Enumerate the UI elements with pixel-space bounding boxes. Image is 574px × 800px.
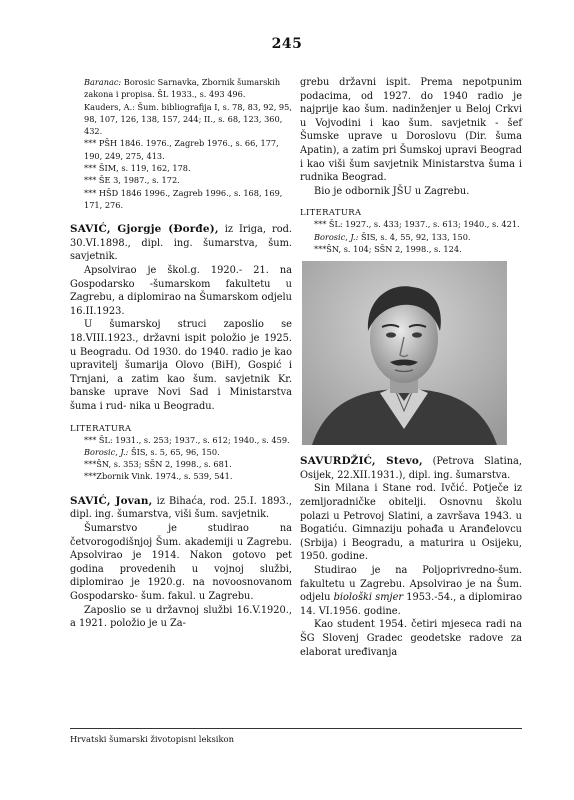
right-column — [300, 76, 522, 659]
portrait-image — [302, 261, 507, 445]
reference-line: *** ŠL: 1927., s. 433; 1937., s. 613; 1940., s. 421. — [314, 219, 520, 230]
reference-line: *** ŠE 3, 1987., s. 172. — [84, 175, 180, 186]
footer-title: Hrvatski šumarski životopisni leksikon — [70, 734, 234, 744]
reference-line: ***Zbornik Vink. 1974., s. 539, 541. — [84, 471, 233, 482]
entry-heading: SAVURDŽIĆ, Stevo, (Petrova Slatina, Osijek, 22.XII.1931.), dipl. ing. šumarstva. — [300, 455, 522, 481]
page-number: 245 — [271, 36, 303, 52]
entry-paragraph: Šumarstvo je studirao na četvorogodišnjoj Šum. akademiji u Zagrebu. Apsolvirao je 1914. Nakon gotovo pet godina provedenih u vojnoj službi, diplomirao je 1920.g. na novoosnovanom Gospodarsko- šum. fakul. u Zagrebu. — [70, 522, 292, 602]
left-column — [70, 76, 292, 631]
entry-heading: SAVIĆ, Jovan, iz Bihaća, rod. 25.I. 1893., dipl. ing. šumarstva, viši šum. savjetnik. — [70, 494, 292, 521]
entry-heading: SAVIĆ, Gjorgje (Đorđe), iz Iriga, rod. 30.VI.1898., dipl. ing. šumarstva, šum. savjetnik. — [70, 223, 292, 263]
reference-line: ***ŠN, s. 104; SŠN 2, 1998., s. 124. — [314, 243, 462, 254]
entry-savic-jovan — [70, 495, 292, 631]
footer-divider — [70, 728, 522, 729]
entry-paragraph: Kao student 1954. četiri mjeseca radi na ŠG Slovenj Gradec geodetske radove za elaborat uređivanja — [300, 619, 522, 658]
reference-line: Baranac: Borosic Sarnavka, Zbornik šumarskih zakona i propisa. ŠL 1933., s. 493 496. — [84, 77, 281, 100]
reference-line: Kauders, A.: Šum. bibliografija I, s. 78, 83, 92, 95, 98, 107, 126, 138, 157, 244; II., s. 68, 123, 360, 432. — [84, 101, 292, 137]
entry-paragraph: Bio je odbornik JŠU u Zagrebu. — [314, 185, 470, 197]
entry-paragraph: Apsolvirao je škol.g. 1920.- 21. na Gospodarsko -šumarskom fakultetu u Zagrebu, a diplomirao na Šumarskom odjelu 16.II.1923. — [70, 265, 292, 317]
entry-continuation — [300, 76, 522, 198]
reference-list — [70, 434, 292, 483]
entry-name: SAVIĆ, Gjorgje (Đorđe), — [70, 223, 219, 236]
entry-savic-gjorgje — [70, 223, 292, 413]
reference-line: Borosic, J.: ŠIS, s. 4, 55, 92, 133, 150. — [314, 231, 471, 242]
reference-line: *** ŠL: 1931., s. 253; 1937., s. 612; 1940., s. 459. — [84, 434, 290, 445]
reference-line: *** HŠD 1846 1996., Zagreb 1996., s. 168, 169, 171, 276. — [84, 187, 283, 210]
literature-heading: LITERATURA — [70, 422, 132, 433]
entry-paragraph: Zaposlio se u državnoj službi 16.V.1920., a 1921. položio je u Za- — [70, 604, 292, 630]
entry-paragraph: Studirao je na Poljoprivredno-šum. fakultetu u Zagrebu. Apsolvirao je na Šum. odjelu biološki smjer 1953.-54., a diplomirao 14. VI.1956. godine. — [300, 564, 522, 617]
reference-line: *** PŠH 1846. 1976., Zagreb 1976., s. 66, 177, 190, 249, 275, 413. — [84, 138, 279, 161]
reference-line: *** ŠIM, s. 119, 162, 178. — [84, 163, 191, 174]
entry-name: SAVIĆ, Jovan, — [70, 494, 153, 507]
entry-paragraph: U šumarskoj struci zaposlio se 18.VIII.1923., državni ispit položio je 1925. u Beogradu. Od 1930. do 1940. radio je kao upravitelj šumarija Olovo (BiH), Gospić i Trnjani, a zatim kao šum. savjetnik Kr. banske uprave Novi Sad i Ministarstva šuma i rud- nika u Beogradu. — [70, 319, 292, 412]
entry-savurdzic-stevo — [300, 455, 522, 659]
entry-paragraph: Sin Milana i Stane rod. Ivčić. Potječe iz zemljoradničke obitelji. Osnovnu školu polazi u Petrovoj Slatini, a završava 1943. u Bogatiću. Gimnaziju pohađa u Aranđelovcu (Srbija) i Beogradu, a maturira u Osijeku, 1950. godine. — [300, 483, 522, 563]
reference-line: Borosic, J.: ŠIS, s. 5, 65, 96, 150. — [84, 446, 220, 457]
portrait-photo — [302, 261, 507, 445]
entry-name: SAVURDŽIĆ, Stevo, — [300, 455, 423, 468]
reference-line: ***ŠN, s. 353; SŠN 2, 1998., s. 681. — [84, 459, 232, 470]
reference-list — [300, 218, 522, 255]
entry-paragraph: grebu državni ispit. Prema nepotpunim podacima, od 1927. do 1940 radio je najprije kao šum. nadinženjer u Beloj Crkvi u Vojvodini i kao šum. savjetnik - šef Šumske uprave u Doroslovu (Dir. šuma Apatin), a zatim pri Šumskoj upravi Beograd i kao viši šum savjetnik Ministarstva šuma i rudnika Beograd. — [300, 77, 522, 184]
literature-heading: LITERATURA — [300, 207, 362, 218]
reference-list-top — [70, 76, 292, 211]
